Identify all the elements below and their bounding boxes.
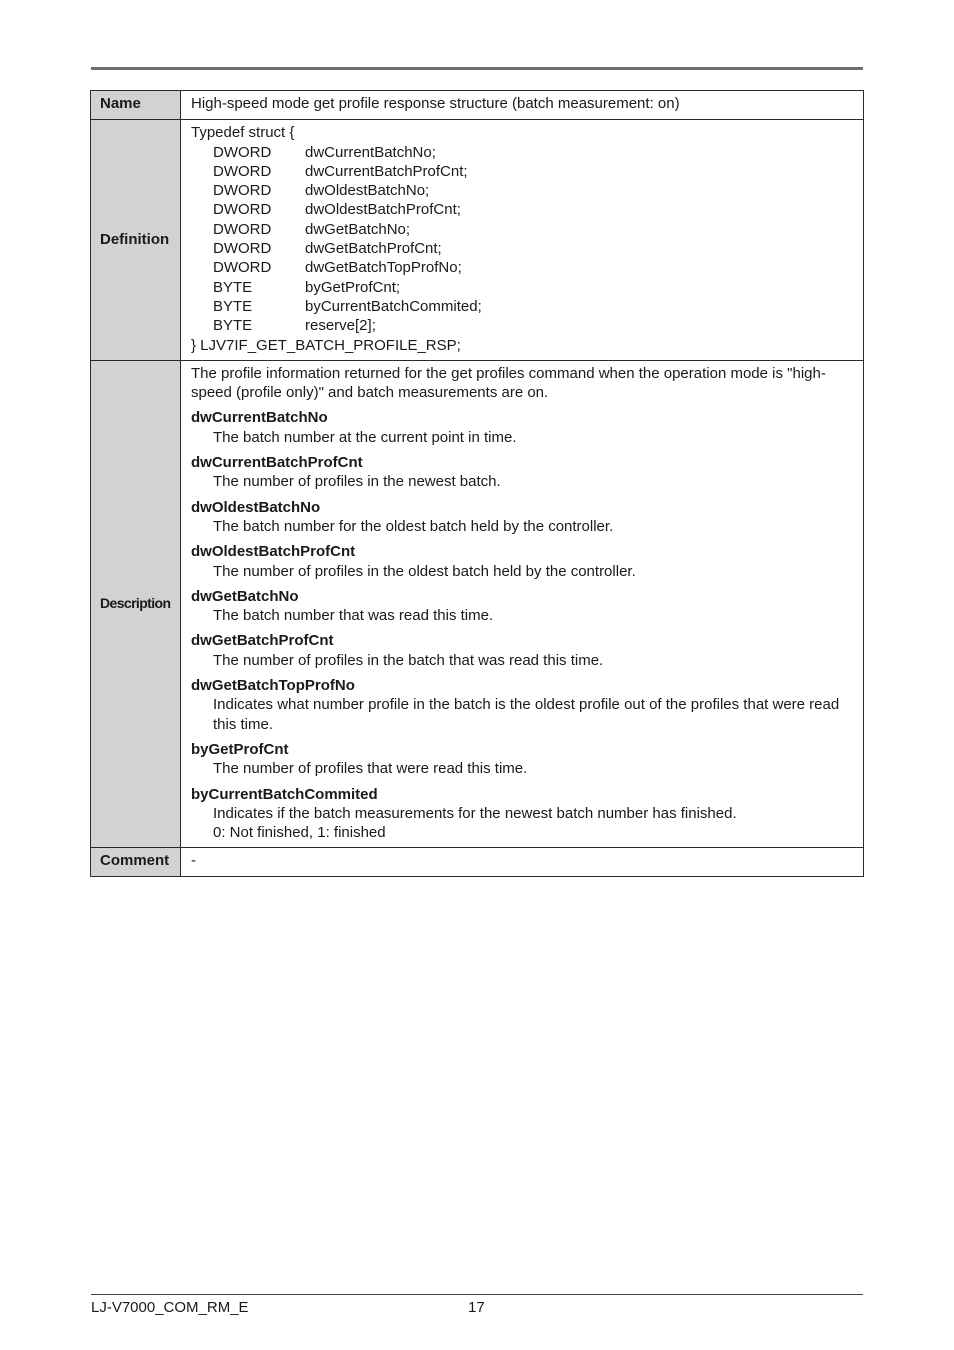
field-name: byCurrentBatchCommited xyxy=(191,785,378,803)
footer-rule xyxy=(91,1294,863,1295)
field-description: 0: Not finished, 1: finished xyxy=(213,824,386,842)
description-intro: The profile information returned for the get profiles command when the operation mode is "high-speed (profile only)" and batch measurements are on. xyxy=(191,364,826,402)
description-field xyxy=(191,631,855,670)
field-name: dwGetBatchNo xyxy=(191,587,299,605)
description-field xyxy=(191,740,855,779)
definition-member xyxy=(191,239,855,258)
description-value xyxy=(181,360,864,848)
member-type: DWORD xyxy=(213,162,272,180)
field-name: dwCurrentBatchProfCnt xyxy=(191,454,363,472)
member-name: dwOldestBatchNo; xyxy=(305,182,430,200)
definition-close: } LJV7IF_GET_BATCH_PROFILE_RSP; xyxy=(191,336,461,354)
field-description: The number of profiles that were read this time. xyxy=(213,760,528,778)
description-field xyxy=(191,785,855,843)
definition-members xyxy=(191,143,855,336)
field-description: Indicates if the batch measurements for the newest batch number has finished. xyxy=(213,804,737,822)
definition-member xyxy=(191,200,855,219)
member-type: DWORD xyxy=(213,201,272,219)
description-fields xyxy=(191,408,855,842)
name-label: Name xyxy=(91,91,181,120)
structure-spec-table xyxy=(90,90,864,877)
name-row xyxy=(91,91,864,120)
field-name: dwGetBatchProfCnt xyxy=(191,632,334,650)
header-rule xyxy=(91,67,863,70)
definition-row xyxy=(91,120,864,361)
field-name: dwGetBatchTopProfNo xyxy=(191,677,355,695)
field-description: The number of profiles in the newest batch. xyxy=(213,473,501,491)
description-label-cell xyxy=(91,360,181,848)
definition-label: Definition xyxy=(91,120,181,361)
member-type: DWORD xyxy=(213,240,272,258)
definition-open: Typedef struct { xyxy=(191,124,295,142)
comment-label: Comment xyxy=(91,848,181,876)
member-name: dwGetBatchNo; xyxy=(305,220,411,238)
description-field xyxy=(191,498,855,537)
comment-value: - xyxy=(181,848,864,876)
member-name: byCurrentBatchCommited; xyxy=(305,297,482,315)
member-type: DWORD xyxy=(213,259,272,277)
definition-member xyxy=(191,143,855,162)
member-name: dwCurrentBatchNo; xyxy=(305,143,436,161)
field-description: The batch number that was read this time. xyxy=(213,607,494,625)
field-description: The batch number at the current point in time. xyxy=(213,428,517,446)
description-label: Description xyxy=(100,595,171,612)
footer-page-number: 17 xyxy=(468,1299,485,1316)
member-name: dwCurrentBatchProfCnt; xyxy=(305,162,468,180)
field-description: Indicates what number profile in the batch is the oldest profile out of the profiles that were read this time. xyxy=(213,696,840,733)
definition-member xyxy=(191,316,855,335)
member-name: byGetProfCnt; xyxy=(305,278,401,296)
field-name: dwCurrentBatchNo xyxy=(191,409,328,427)
definition-member xyxy=(191,297,855,316)
member-name: reserve[2]; xyxy=(305,317,376,335)
field-description: The number of profiles in the batch that was read this time. xyxy=(213,651,604,669)
definition-member xyxy=(191,181,855,200)
comment-row xyxy=(91,848,864,876)
member-name: dwGetBatchProfCnt; xyxy=(305,240,442,258)
member-type: BYTE xyxy=(213,317,253,335)
description-field xyxy=(191,453,855,492)
description-field xyxy=(191,542,855,581)
member-type: DWORD xyxy=(213,182,272,200)
description-field xyxy=(191,587,855,626)
definition-member xyxy=(191,258,855,277)
description-field xyxy=(191,676,855,734)
member-name: dwGetBatchTopProfNo; xyxy=(305,259,462,277)
name-value: High-speed mode get profile response structure (batch measurement: on) xyxy=(181,91,864,120)
member-name: dwOldestBatchProfCnt; xyxy=(305,201,461,219)
member-type: BYTE xyxy=(213,278,253,296)
member-type: BYTE xyxy=(213,297,253,315)
definition-member xyxy=(191,278,855,297)
field-description: The batch number for the oldest batch held by the controller. xyxy=(213,517,614,535)
definition-member xyxy=(191,220,855,239)
description-field xyxy=(191,408,855,447)
footer-doc-id: LJ-V7000_COM_RM_E xyxy=(91,1299,249,1316)
field-name: dwOldestBatchNo xyxy=(191,498,321,516)
field-name: dwOldestBatchProfCnt xyxy=(191,543,356,561)
member-type: DWORD xyxy=(213,220,272,238)
description-row xyxy=(91,360,864,848)
field-name: byGetProfCnt xyxy=(191,740,289,758)
field-description: The number of profiles in the oldest batch held by the controller. xyxy=(213,562,636,580)
definition-value xyxy=(181,120,864,361)
definition-member xyxy=(191,162,855,181)
member-type: DWORD xyxy=(213,143,272,161)
